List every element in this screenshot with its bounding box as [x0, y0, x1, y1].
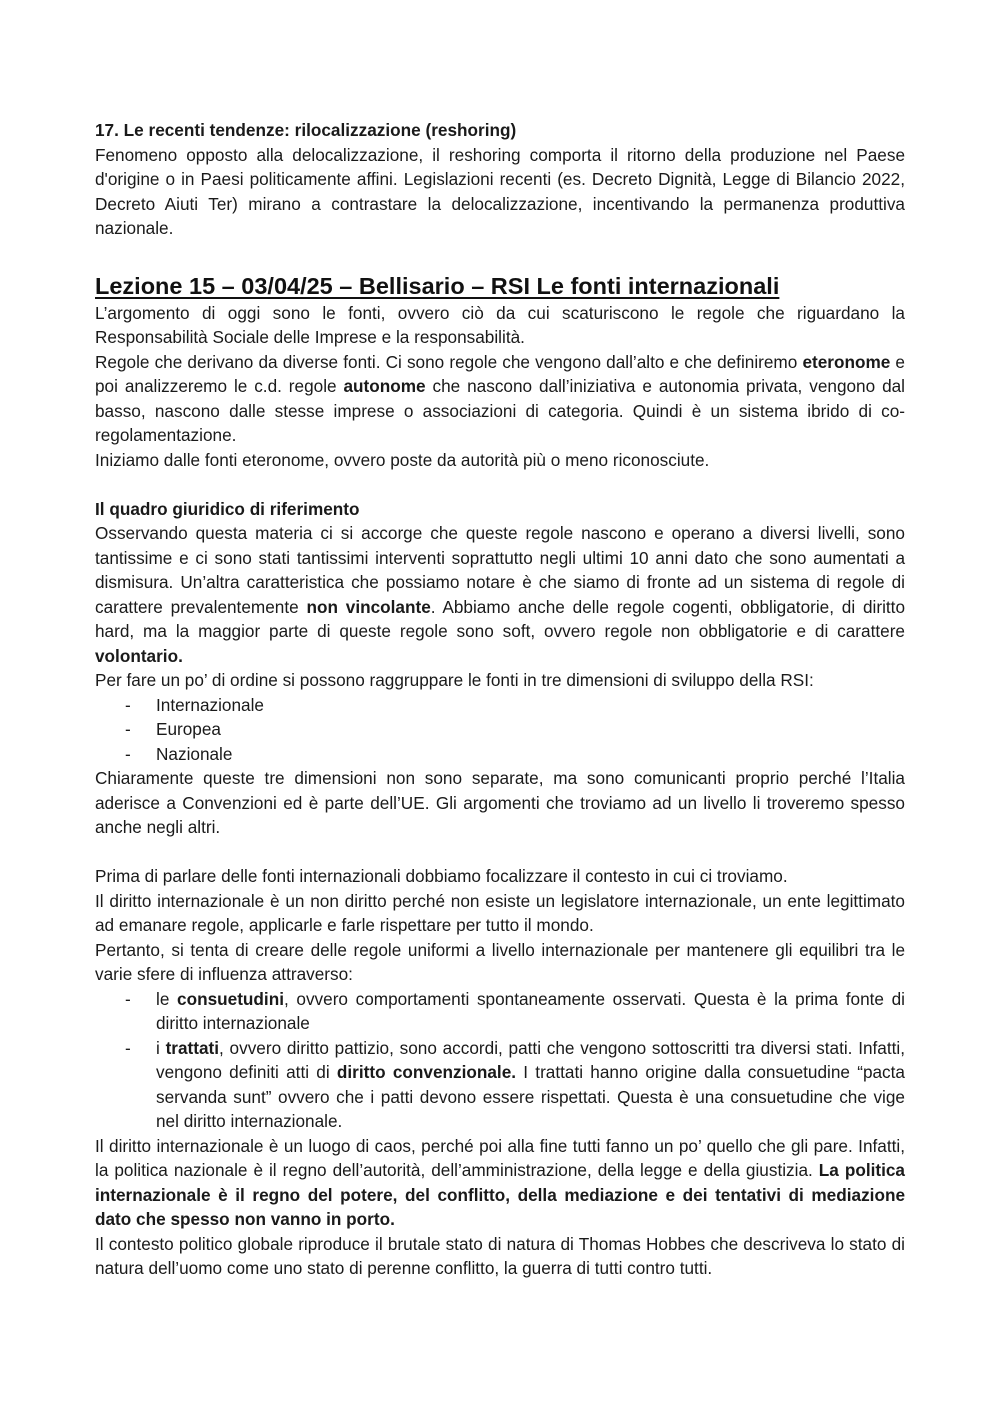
section-17-heading: 17. Le recenti tendenze: rilocalizzazione (reshoring)	[95, 120, 517, 140]
term-trattati: trattati	[165, 1037, 220, 1058]
dimensions-list	[95, 693, 905, 767]
quadro-heading: Il quadro giuridico di riferimento	[95, 498, 360, 519]
term-non-vincolante: non vincolante	[306, 596, 431, 617]
intl-paragraph-3: Pertanto, si tenta di creare delle regole uniformi a livello internazionale per mantenere gli equilibri tra le varie sfere di influenza attraverso:	[95, 939, 905, 984]
intl-paragraph-1: Prima di parlare delle fonti internazionali dobbiamo focalizzare il contesto in cui ci troviamo.	[95, 866, 788, 886]
spacer	[95, 241, 905, 271]
lesson-paragraph-2: Regole che derivano da diverse fonti. Ci sono regole che vengono dall’alto e che definiremo eteronome e poi analizzeremo le c.d. regole autonome che nascono dall’iniziativa e autonomia privata, vengono dal basso, nascono dalle stesse imprese o associazioni di categoria. Quindi è un sistema ibrido di co-regolamentazione.	[95, 351, 906, 445]
spacer	[95, 840, 905, 865]
list-item: - Nazionale	[95, 742, 905, 767]
term-consuetudini: consuetudini	[177, 988, 284, 1009]
quadro-paragraph-2: Per fare un po’ di ordine si possono raggruppare le fonti in tre dimensioni di sviluppo della RSI:	[95, 670, 814, 690]
intl-paragraph-5: Il contesto politico globale riproduce il brutale stato di natura di Thomas Hobbes che descriveva lo stato di natura dell’uomo come uno stato di perenne conflitto, la guerra di tutti contro tutti.	[95, 1233, 905, 1278]
sources-list	[95, 987, 905, 1134]
lesson-title: Lezione 15 – 03/04/25 – Bellisario – RSI Le fonti internazionali	[95, 272, 780, 299]
list-item: - Internazionale	[95, 693, 905, 718]
bold-statement: La politica internazionale è il regno del potere, del conflitto, della mediazione e dei tentativi di mediazione dato che spesso non vanno in porto.	[95, 1160, 905, 1229]
quadro-paragraph-3: Chiaramente queste tre dimensioni non sono separate, ma sono comunicanti proprio perché l’Italia aderisce a Convenzioni ed è parte dell’UE. Gli argomenti che troviamo ad un livello li troveremo spesso anche negli altri.	[95, 768, 905, 837]
lesson-paragraph-3: Iniziamo dalle fonti eteronome, ovvero poste da autorità più o meno riconosciute.	[95, 449, 710, 470]
list-item: - Europea	[95, 717, 905, 742]
term-volontario: volontario.	[95, 645, 183, 666]
intl-paragraph-4: Il diritto internazionale è un luogo di caos, perché poi alla fine tutti fanno un po’ quello che gli pare. Infatti, la politica nazionale è il regno dell’autorità, dell’amministrazione, della legge e della giustizia. La politica internazionale è il regno del potere, del conflitto, della mediazione e dei tentativi di mediazione dato che spesso non vanno in porto.	[95, 1135, 905, 1229]
list-item-trattati: - i trattati, ovvero diritto pattizio, sono accordi, patti che vengono sottoscritti tra diversi stati. Infatti, vengono definiti atti di diritto convenzionale. I trattati hanno origine dalla consuetudine “pacta servanda sunt” ovvero che i patti devono essere rispettati. Questa è una consuetudine che vige nel diritto internazionale.	[95, 1036, 905, 1134]
intl-paragraph-2: Il diritto internazionale è un non diritto perché non esiste un legislatore internazionale, un ente legittimato ad emanare regole, applicarle e farle rispettare per tutto il mondo.	[95, 890, 905, 935]
lesson-paragraph-1: L’argomento di oggi sono le fonti, ovvero ciò da cui scaturiscono le regole che riguardano la Responsabilità Sociale delle Imprese e la responsabilità.	[95, 302, 905, 347]
quadro-paragraph-1: Osservando questa materia ci si accorge che queste regole nascono e operano a diversi livelli, sono tantissime e ci sono stati tantissimi interventi soprattutto negli ultimi 10 anni dato che sono aumentati a dismisura. Un’altra caratteristica che possiamo notare è che siamo di fronte ad un sistema di regole di carattere prevalentemente non vincolante. Abbiamo anche delle regole cogenti, obbligatorie, di diritto hard, ma la maggior parte di queste regole sono soft, ovvero regole non obbligatorie e di carattere volontario.	[95, 523, 906, 666]
spacer	[95, 472, 905, 497]
term-eteronome: eteronome	[802, 351, 891, 372]
term-diritto-convenzionale: diritto convenzionale.	[336, 1062, 517, 1082]
term-autonome: autonome	[343, 376, 426, 396]
section-17-body: Fenomeno opposto alla delocalizzazione, il reshoring comporta il ritorno della produzione nel Paese d'origine o in Paesi politicamente affini. Legislazioni recenti (es. Decreto Dignità, Legge di Bilancio 2022, Decreto Aiuti Ter) mirano a contrastare la delocalizzazione, incentivando la permanenza produttiva nazionale.	[95, 144, 905, 238]
document-page	[95, 118, 905, 1281]
list-item-consuetudini: - le consuetudini, ovvero comportamenti spontaneamente osservati. Questa è la prima fonte di diritto internazionale	[95, 987, 905, 1036]
